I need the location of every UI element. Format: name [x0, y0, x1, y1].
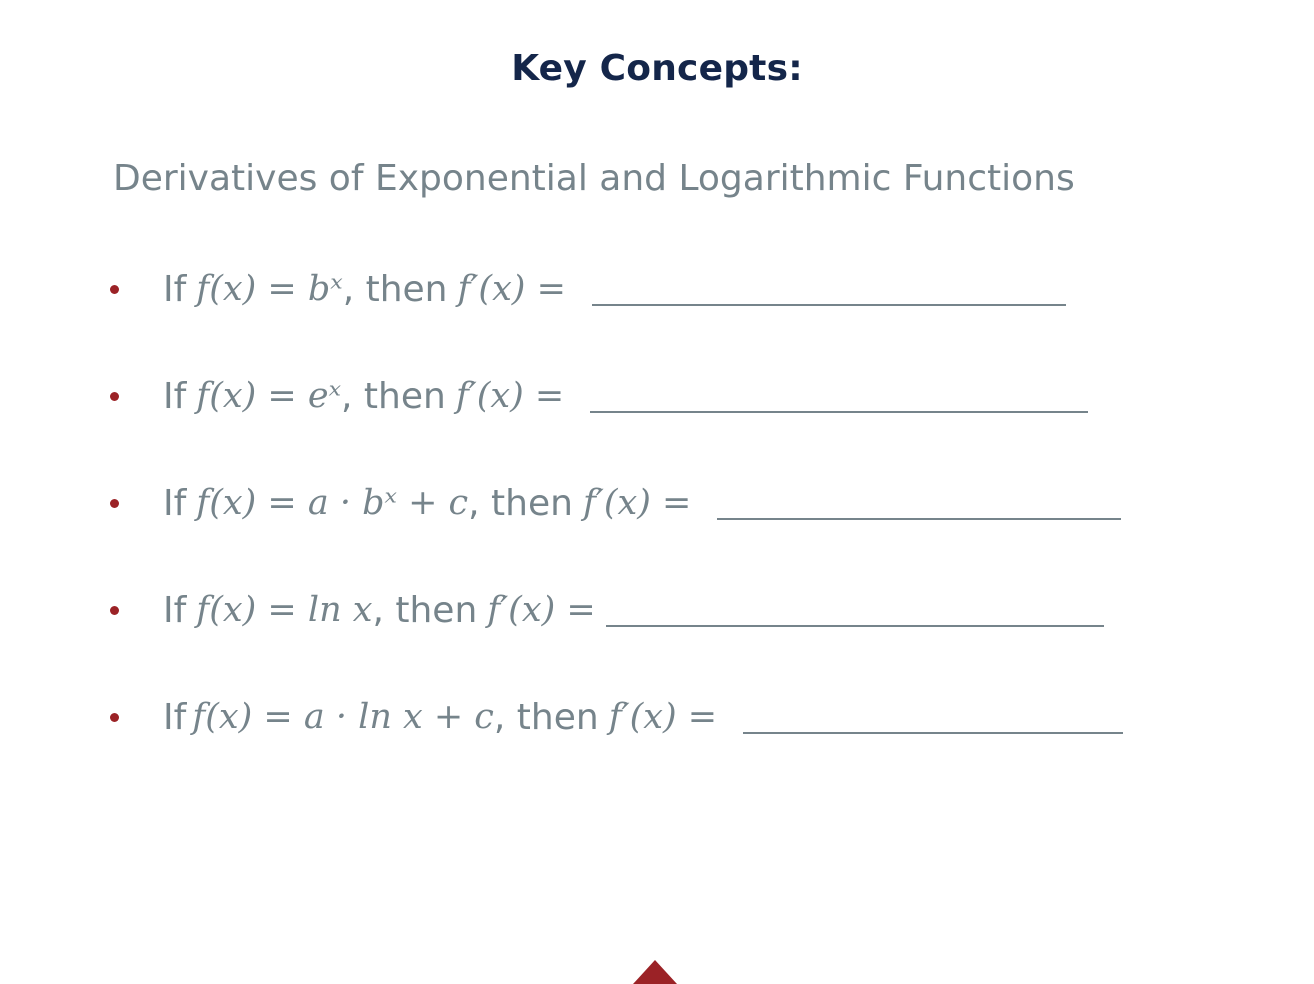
derivative-expression: f′(x) =: [457, 269, 566, 309]
then-label: , then: [468, 482, 573, 524]
concept-item: [110, 478, 1121, 528]
function-expression: f(x) = ln x: [196, 590, 373, 630]
answer-blank[interactable]: [743, 708, 1123, 734]
if-label: If: [163, 696, 187, 738]
function-expression: f(x) = bˣ: [196, 269, 343, 309]
derivative-expression: f′(x) =: [455, 376, 565, 416]
if-label: If: [163, 482, 187, 524]
if-label: If: [163, 268, 187, 310]
if-label: If: [163, 589, 187, 631]
bullet-dot-icon: [110, 392, 119, 401]
bullet-dot-icon: [110, 285, 119, 294]
answer-blank[interactable]: [606, 601, 1104, 627]
concept-item: [110, 585, 1104, 635]
function-expression: f(x) = a · bˣ + c: [196, 483, 469, 523]
concept-item: [110, 371, 1088, 421]
up-arrow-icon[interactable]: [633, 960, 677, 984]
then-label: , then: [341, 375, 446, 417]
function-expression: f(x) = eˣ: [196, 376, 342, 416]
then-label: , then: [342, 268, 448, 310]
answer-blank[interactable]: [717, 494, 1121, 520]
derivative-expression: f′(x) =: [582, 483, 692, 523]
answer-blank[interactable]: [590, 387, 1088, 413]
slide-title: Key Concepts:: [511, 48, 803, 89]
bullet-dot-icon: [110, 713, 119, 722]
if-label: If: [163, 375, 187, 417]
bullet-dot-icon: [110, 606, 119, 615]
slide-subtitle: Derivatives of Exponential and Logarithmic Functions: [113, 158, 1075, 199]
then-label: , then: [372, 589, 478, 631]
concept-item: [110, 692, 1123, 742]
answer-blank[interactable]: [592, 280, 1066, 306]
then-label: , then: [493, 696, 599, 738]
bullet-dot-icon: [110, 499, 119, 508]
concept-item: [110, 264, 1066, 314]
function-expression: f(x) = a · ln x + c: [192, 697, 494, 737]
derivative-expression: f′(x) =: [487, 590, 596, 630]
derivative-expression: f′(x) =: [608, 697, 718, 737]
